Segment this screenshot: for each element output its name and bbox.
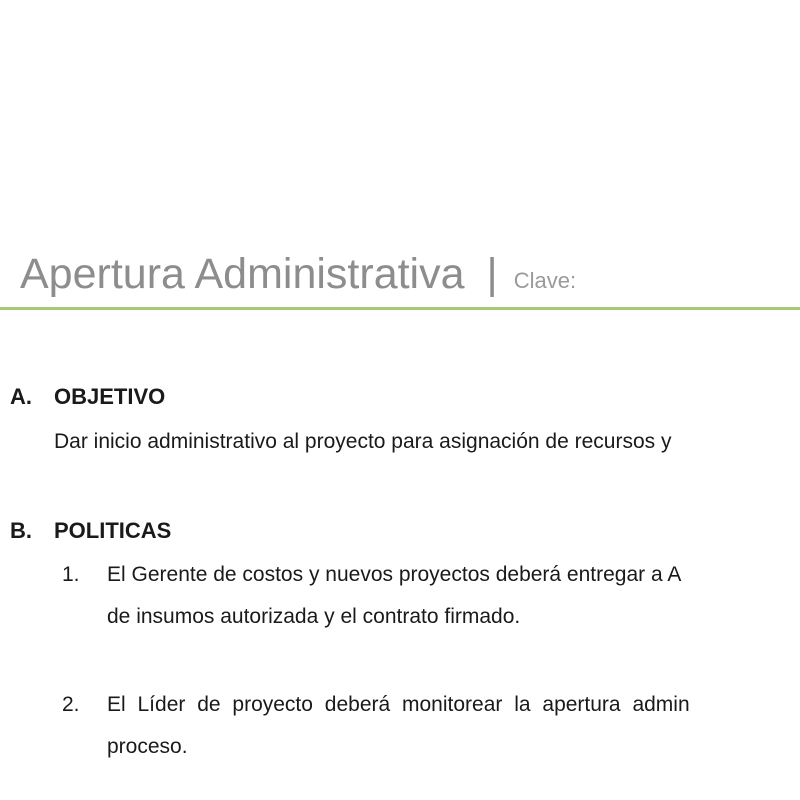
section-a-heading <box>10 384 165 410</box>
section-a-letter: A. <box>10 384 32 409</box>
section-b-heading <box>10 518 171 544</box>
policy-1-number: 1. <box>62 563 80 586</box>
policy-1-line-2: de insumos autorizada y el contrato firmado. <box>107 605 521 628</box>
header-divider <box>0 307 800 310</box>
policy-2-number: 2. <box>62 693 80 716</box>
policy-2-line-1: El Líder de proyecto deberá monitorear la apertura admin <box>107 693 690 716</box>
document-header <box>20 250 576 299</box>
section-a-title: OBJETIVO <box>54 384 166 409</box>
title-separator: | <box>486 250 498 298</box>
document-title: Apertura Administrativa <box>20 250 465 298</box>
policy-1-line-1: El Gerente de costos y nuevos proyectos deberá entregar a A <box>107 563 682 586</box>
section-b-title: POLITICAS <box>54 518 172 543</box>
section-b-letter: B. <box>10 518 32 543</box>
policy-2-line-2: proceso. <box>107 735 188 758</box>
clave-label: Clave: <box>513 268 577 293</box>
section-a-text: Dar inicio administrativo al proyecto para asignación de recursos y <box>54 430 672 453</box>
